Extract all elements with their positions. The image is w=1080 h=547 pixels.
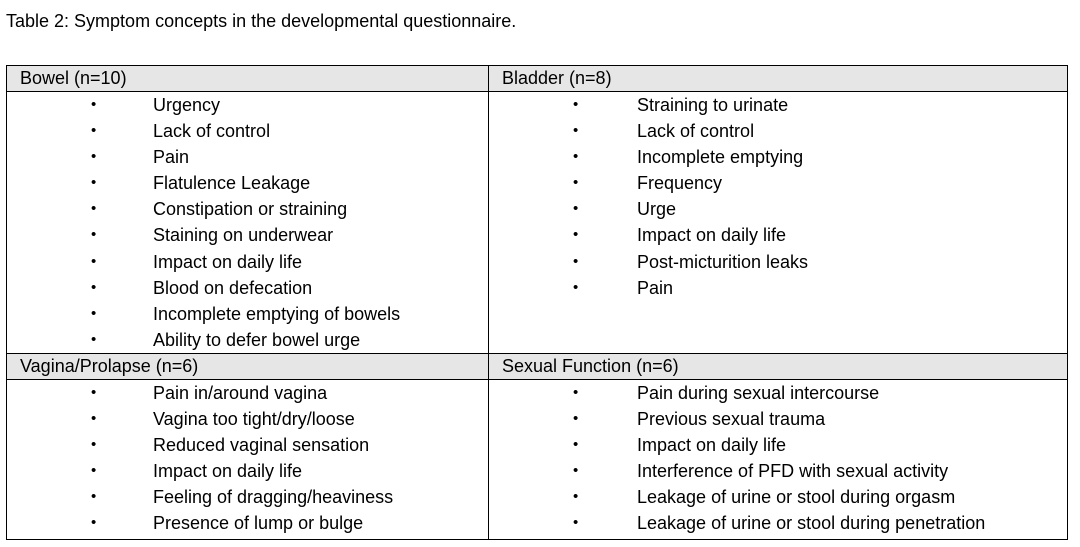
bladder-header: Bladder (n=8) bbox=[489, 66, 1067, 92]
list-item-label: Pain bbox=[637, 277, 674, 298]
list-item bbox=[7, 301, 488, 327]
list-item-label: Vagina too tight/dry/loose bbox=[153, 409, 355, 430]
bullet-icon: • bbox=[573, 252, 579, 270]
bullet-icon: • bbox=[91, 278, 97, 296]
list-item-label: Reduced vaginal sensation bbox=[153, 435, 370, 456]
list-item bbox=[7, 92, 488, 118]
list-item-label: Leakage of urine or stool during orgasm bbox=[637, 487, 956, 508]
bullet-icon: • bbox=[573, 148, 579, 166]
list-item-label: Blood on defecation bbox=[153, 277, 313, 298]
list-item-label: Incomplete emptying of bowels bbox=[153, 303, 401, 324]
list-item bbox=[7, 484, 488, 510]
bowel-header: Bowel (n=10) bbox=[7, 66, 488, 92]
vagina-prolapse-header: Vagina/Prolapse (n=6) bbox=[7, 354, 488, 380]
bullet-icon: • bbox=[573, 122, 579, 140]
list-item bbox=[7, 458, 488, 484]
list-item bbox=[489, 275, 1067, 301]
list-item bbox=[489, 510, 1067, 536]
list-item bbox=[7, 380, 488, 406]
bullet-icon: • bbox=[573, 96, 579, 113]
bullet-icon: • bbox=[91, 174, 97, 192]
list-item bbox=[489, 458, 1067, 484]
list-item-label: Leakage of urine or stool during penetration bbox=[637, 513, 986, 534]
list-item bbox=[7, 118, 488, 144]
list-item bbox=[7, 510, 488, 536]
list-item bbox=[7, 327, 488, 353]
list-item bbox=[7, 144, 488, 170]
list-item-label: Interference of PFD with sexual activity bbox=[637, 461, 949, 482]
bullet-icon: • bbox=[91, 462, 97, 480]
list-item-label: Previous sexual trauma bbox=[637, 409, 826, 430]
list-item-label: Impact on daily life bbox=[637, 435, 787, 456]
list-item-label: Impact on daily life bbox=[637, 225, 787, 246]
list-item-label: Straining to urinate bbox=[637, 95, 789, 115]
symptom-table bbox=[6, 65, 1068, 540]
list-item-label: Pain bbox=[153, 147, 190, 168]
list-item-label: Incomplete emptying bbox=[637, 147, 804, 168]
bullet-icon: • bbox=[91, 304, 97, 322]
list-item bbox=[7, 170, 488, 196]
bullet-icon: • bbox=[573, 488, 579, 506]
list-item-label: Lack of control bbox=[637, 121, 755, 142]
list-item bbox=[489, 406, 1067, 432]
table-caption: Table 2: Symptom concepts in the developmental questionnaire. bbox=[6, 11, 517, 31]
list-item-label: Pain in/around vagina bbox=[153, 383, 328, 403]
list-item-label: Constipation or straining bbox=[153, 199, 348, 220]
list-item bbox=[489, 196, 1067, 222]
list-item-label: Feeling of dragging/heaviness bbox=[153, 487, 394, 508]
bullet-icon: • bbox=[91, 514, 97, 532]
list-item-label: Lack of control bbox=[153, 121, 271, 142]
bullet-icon: • bbox=[91, 330, 97, 348]
bowel-section bbox=[7, 66, 489, 354]
list-item-label: Frequency bbox=[637, 173, 723, 194]
bullet-icon: • bbox=[573, 436, 579, 454]
list-item-label: Staining on underwear bbox=[153, 225, 334, 246]
list-item bbox=[489, 170, 1067, 196]
list-item-label: Urgency bbox=[153, 95, 221, 115]
bullet-icon: • bbox=[91, 384, 97, 401]
sexual-function-section bbox=[489, 354, 1067, 539]
list-item bbox=[489, 249, 1067, 275]
bladder-section bbox=[489, 66, 1067, 354]
bullet-icon: • bbox=[91, 96, 97, 113]
bullet-icon: • bbox=[91, 148, 97, 166]
bullet-icon: • bbox=[91, 436, 97, 454]
bullet-icon: • bbox=[573, 514, 579, 532]
list-item-label: Flatulence Leakage bbox=[153, 173, 311, 194]
bullet-icon: • bbox=[573, 226, 579, 244]
bullet-icon: • bbox=[91, 122, 97, 140]
list-item bbox=[7, 222, 488, 248]
bullet-icon: • bbox=[91, 200, 97, 218]
bullet-icon: • bbox=[573, 200, 579, 218]
list-item-label: Presence of lump or bulge bbox=[153, 513, 364, 534]
list-item bbox=[489, 92, 1067, 118]
list-item bbox=[7, 249, 488, 275]
bladder-list bbox=[489, 92, 1067, 301]
sexual-function-header: Sexual Function (n=6) bbox=[489, 354, 1067, 380]
bullet-icon: • bbox=[573, 410, 579, 428]
list-item bbox=[489, 380, 1067, 406]
list-item bbox=[7, 275, 488, 301]
list-item-label: Impact on daily life bbox=[153, 461, 303, 482]
bowel-list bbox=[7, 92, 488, 353]
bullet-icon: • bbox=[573, 278, 579, 296]
bullet-icon: • bbox=[573, 462, 579, 480]
list-item bbox=[7, 196, 488, 222]
list-item bbox=[7, 406, 488, 432]
list-item-label: Pain during sexual intercourse bbox=[637, 383, 880, 403]
list-item bbox=[489, 144, 1067, 170]
list-item-label: Ability to defer bowel urge bbox=[153, 329, 361, 350]
bullet-icon: • bbox=[573, 174, 579, 192]
list-item bbox=[489, 484, 1067, 510]
vagina-prolapse-section bbox=[7, 354, 489, 539]
list-item bbox=[489, 222, 1067, 248]
list-item-label: Urge bbox=[637, 199, 677, 220]
bullet-icon: • bbox=[91, 252, 97, 270]
list-item bbox=[489, 432, 1067, 458]
bullet-icon: • bbox=[91, 226, 97, 244]
bullet-icon: • bbox=[91, 410, 97, 428]
bullet-icon: • bbox=[573, 384, 579, 401]
list-item-label: Post-micturition leaks bbox=[637, 251, 809, 272]
list-item bbox=[7, 432, 488, 458]
bullet-icon: • bbox=[91, 488, 97, 506]
sexual-function-list bbox=[489, 380, 1067, 537]
vagina-prolapse-list bbox=[7, 380, 488, 537]
list-item bbox=[489, 118, 1067, 144]
list-item-label: Impact on daily life bbox=[153, 251, 303, 272]
